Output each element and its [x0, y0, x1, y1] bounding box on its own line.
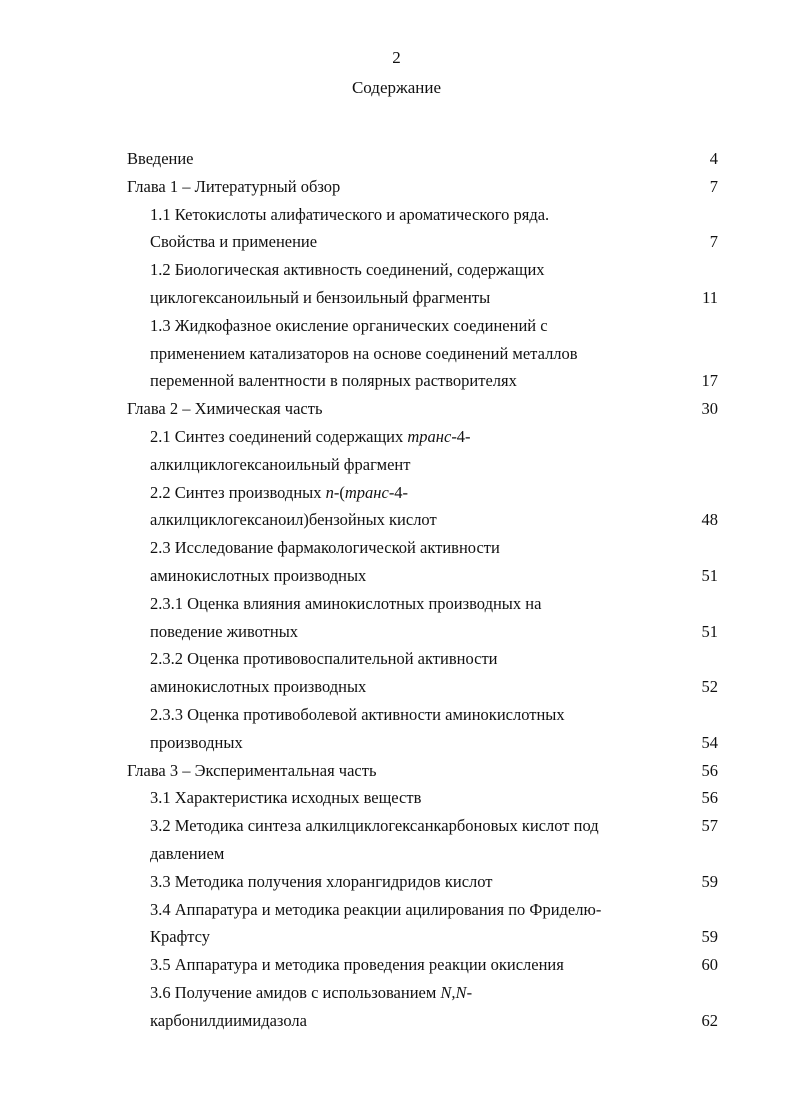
toc-entry-line: алкилциклогексаноил)бензойных кислот — [150, 510, 437, 530]
toc-page-number: 54 — [701, 732, 718, 752]
toc-page-number: 7 — [709, 232, 718, 252]
toc-entry-line: давлением — [150, 844, 225, 863]
text-segment: 2.1 Синтез соединений содержащих — [150, 427, 408, 446]
toc-entry-line: Свойства и применение — [150, 232, 318, 252]
italic-text: транс — [344, 482, 389, 502]
toc-entry-line: 2.3.1 Оценка влияния аминокислотных производных на — [150, 593, 542, 613]
toc-entry-line: 3.4 Аппаратура и методика реакции ацилирования по Фриделю- — [150, 899, 602, 919]
toc-page-number: 51 — [701, 621, 718, 641]
italic-text: п — [325, 482, 334, 502]
toc-entry-line: 3.2 Методика синтеза алкилциклогексанкарбоновых кислот под — [150, 816, 599, 836]
toc-entry-line: 2.3.3 Оценка противоболевой активности аминокислотных — [150, 705, 565, 724]
toc-entry-line: 3.3 Методика получения хлорангидридов кислот — [150, 871, 493, 891]
toc-entry-line: аминокислотных производных — [150, 566, 367, 585]
toc-entry-line: 2.3.2 Оценка противовоспалительной активности — [150, 649, 498, 669]
text-segment: - — [466, 983, 473, 1002]
toc-entry-line: 3.5 Аппаратура и методика проведения реакции окисления — [150, 955, 564, 975]
toc-entry-line: аминокислотных производных — [150, 677, 367, 697]
toc-entry-line — [150, 426, 471, 448]
toc-entry-line — [150, 482, 408, 504]
text-segment: -( — [333, 482, 345, 502]
italic-text: транс — [407, 427, 452, 446]
toc-entry-line: алкилциклогексаноильный фрагмент — [150, 454, 411, 474]
toc-entry-line: карбонилдиимидазола — [150, 1010, 307, 1030]
toc-entry-line: Глава 1 – Литературный обзор — [127, 176, 341, 196]
page-title: Содержание — [351, 78, 442, 97]
toc-entry-line: Крафтсу — [150, 927, 211, 947]
toc-page-number: 59 — [701, 871, 718, 891]
toc-page-number: 62 — [701, 1010, 718, 1030]
toc-entry-line: Глава 2 – Химическая часть — [127, 399, 323, 419]
toc-page-number: 11 — [702, 288, 718, 307]
italic-text: N,N — [440, 983, 467, 1002]
text-segment: 2.2 Синтез производных — [150, 482, 326, 502]
toc-entry-line: 1.1 Кетокислоты алифатического и ароматического ряда. — [150, 204, 550, 224]
toc-entry-line: Глава 3 – Экспериментальная часть — [127, 760, 377, 780]
text-segment: -4- — [388, 482, 409, 502]
toc-entry-line: переменной валентности в полярных растворителях — [150, 371, 517, 391]
page-number: 2 — [392, 48, 401, 67]
toc-page-number: 7 — [709, 176, 718, 196]
toc-page-number: 52 — [701, 677, 718, 697]
text-segment: 3.6 Получение амидов с использованием — [150, 983, 441, 1002]
toc-entry-line: производных — [150, 732, 243, 752]
toc-page-number: 56 — [701, 788, 718, 808]
toc-entry-line: 1.3 Жидкофазное окисление органических соединений с — [150, 315, 548, 335]
toc-page-number: 17 — [701, 371, 718, 391]
toc-page-number: 60 — [701, 955, 718, 975]
toc-page-number: 48 — [701, 510, 718, 530]
toc-entry-line: 2.3 Исследование фармакологической активности — [150, 538, 500, 558]
toc-entry-line: 1.2 Биологическая активность соединений, содержащих — [150, 260, 545, 280]
toc-entry-line: поведение животных — [150, 621, 299, 641]
toc-page-number: 51 — [701, 566, 718, 585]
toc-entry-line: циклогексаноильный и бензоильный фрагменты — [150, 288, 491, 307]
text-segment: -4- — [451, 427, 471, 446]
toc-page-number: 56 — [701, 760, 718, 780]
toc-entry-line: Введение — [127, 149, 194, 168]
toc-page-number: 59 — [701, 927, 718, 947]
toc-entry-line: 3.1 Характеристика исходных веществ — [150, 788, 422, 808]
toc-page-number: 57 — [701, 816, 718, 836]
toc-entry-line: применением катализаторов на основе соединений металлов — [150, 343, 578, 363]
toc-page-number: 4 — [709, 149, 718, 168]
toc-entry-line — [150, 982, 472, 1004]
toc-page-number: 30 — [701, 399, 718, 419]
